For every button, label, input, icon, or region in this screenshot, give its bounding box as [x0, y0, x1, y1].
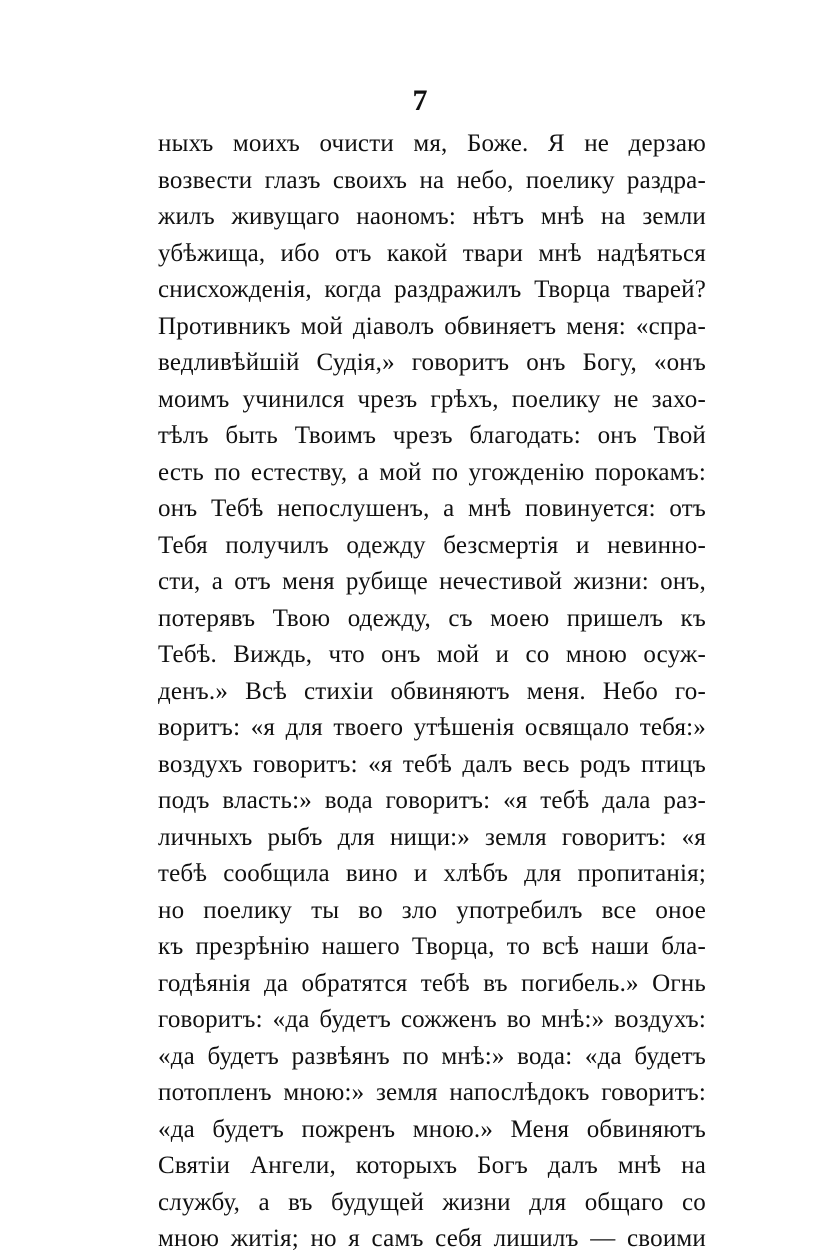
text-line: личныхъ рыбъ для нищи:» земля говоритъ: «я	[158, 823, 706, 851]
text-line: воздухъ говоритъ: «я тебѣ далъ весь родъ птицъ	[158, 750, 706, 778]
text-line: годѣянія да обратятся тебѣ въ погибель.» Огнь	[158, 969, 706, 997]
text-line: сти, а отъ меня рубище нечестивой жизни: онъ,	[158, 568, 706, 595]
text-line: «да будетъ развѣянъ по мнѣ:» вода: «да будетъ	[158, 1042, 706, 1070]
text-line: тѣлъ быть Твоимъ чрезъ благодать: онъ Твой	[158, 422, 706, 449]
text-line: мною житія; но я самъ себя лишилъ — своими	[158, 1225, 706, 1252]
text-line: къ презрѣнію нашего Творца, то всѣ наши бла-	[158, 933, 706, 960]
text-line: службу, а въ будущей жизни для общаго со	[158, 1188, 706, 1216]
text-line: есть по естеству, а мой по угожденію порокамъ:	[158, 458, 706, 486]
text-line: тебѣ сообщила вино и хлѣбъ для пропитанія;	[158, 860, 706, 887]
text-line: ныхъ моихъ очисти мя, Боже. Я не дерзаю	[158, 130, 706, 157]
text-line: снисхожденія, когда раздражилъ Творца тварей?	[158, 276, 706, 303]
text-line: «да будетъ пожренъ мною.» Меня обвиняютъ	[158, 1115, 706, 1143]
body-text	[158, 126, 706, 1258]
text-line: Святіи Ангели, которыхъ Богъ далъ мнѣ на	[158, 1152, 706, 1179]
text-line: онъ Тебѣ непослушенъ, а мнѣ повинуется: отъ	[158, 495, 706, 522]
text-line: подъ власть:» вода говоритъ: «я тебѣ дала раз-	[158, 787, 706, 814]
text-line: потопленъ мною:» земля напослѣдокъ говоритъ:	[158, 1079, 706, 1106]
text-line: но поелику ты во зло употребилъ все оное	[158, 896, 706, 924]
text-line: денъ.» Всѣ стихіи обвиняютъ меня. Небо го-	[158, 677, 706, 705]
text-line: возвести глазъ своихъ на небо, поелику раздра-	[158, 166, 706, 194]
text-line: Тебя получилъ одежду безсмертія и невинно-	[158, 531, 706, 559]
text-line: Противникъ мой діаволъ обвиняетъ меня: «спра-	[158, 312, 706, 340]
text-line: моимъ учинился чрезъ грѣхъ, поелику не захо-	[158, 385, 706, 413]
text-line: воритъ: «я для твоего утѣшенія освящало тебя:»	[158, 714, 706, 741]
text-line: жилъ живущаго наономъ: нѣтъ мнѣ на земли	[158, 203, 706, 230]
text-line: говоритъ: «да будетъ сожженъ во мнѣ:» воздухъ:	[158, 1006, 706, 1033]
text-line: Тебѣ. Виждь, что онъ мой и со мною осуж-	[158, 641, 706, 668]
text-line: ведливѣйшій Судія,» говоритъ онъ Богу, «онъ	[158, 349, 706, 376]
text-line: убѣжища, ибо отъ какой твари мнѣ надѣяться	[158, 239, 706, 267]
page-number: 7	[412, 84, 428, 117]
text-line: потерявъ Твою одежду, съ моею пришелъ къ	[158, 604, 706, 632]
